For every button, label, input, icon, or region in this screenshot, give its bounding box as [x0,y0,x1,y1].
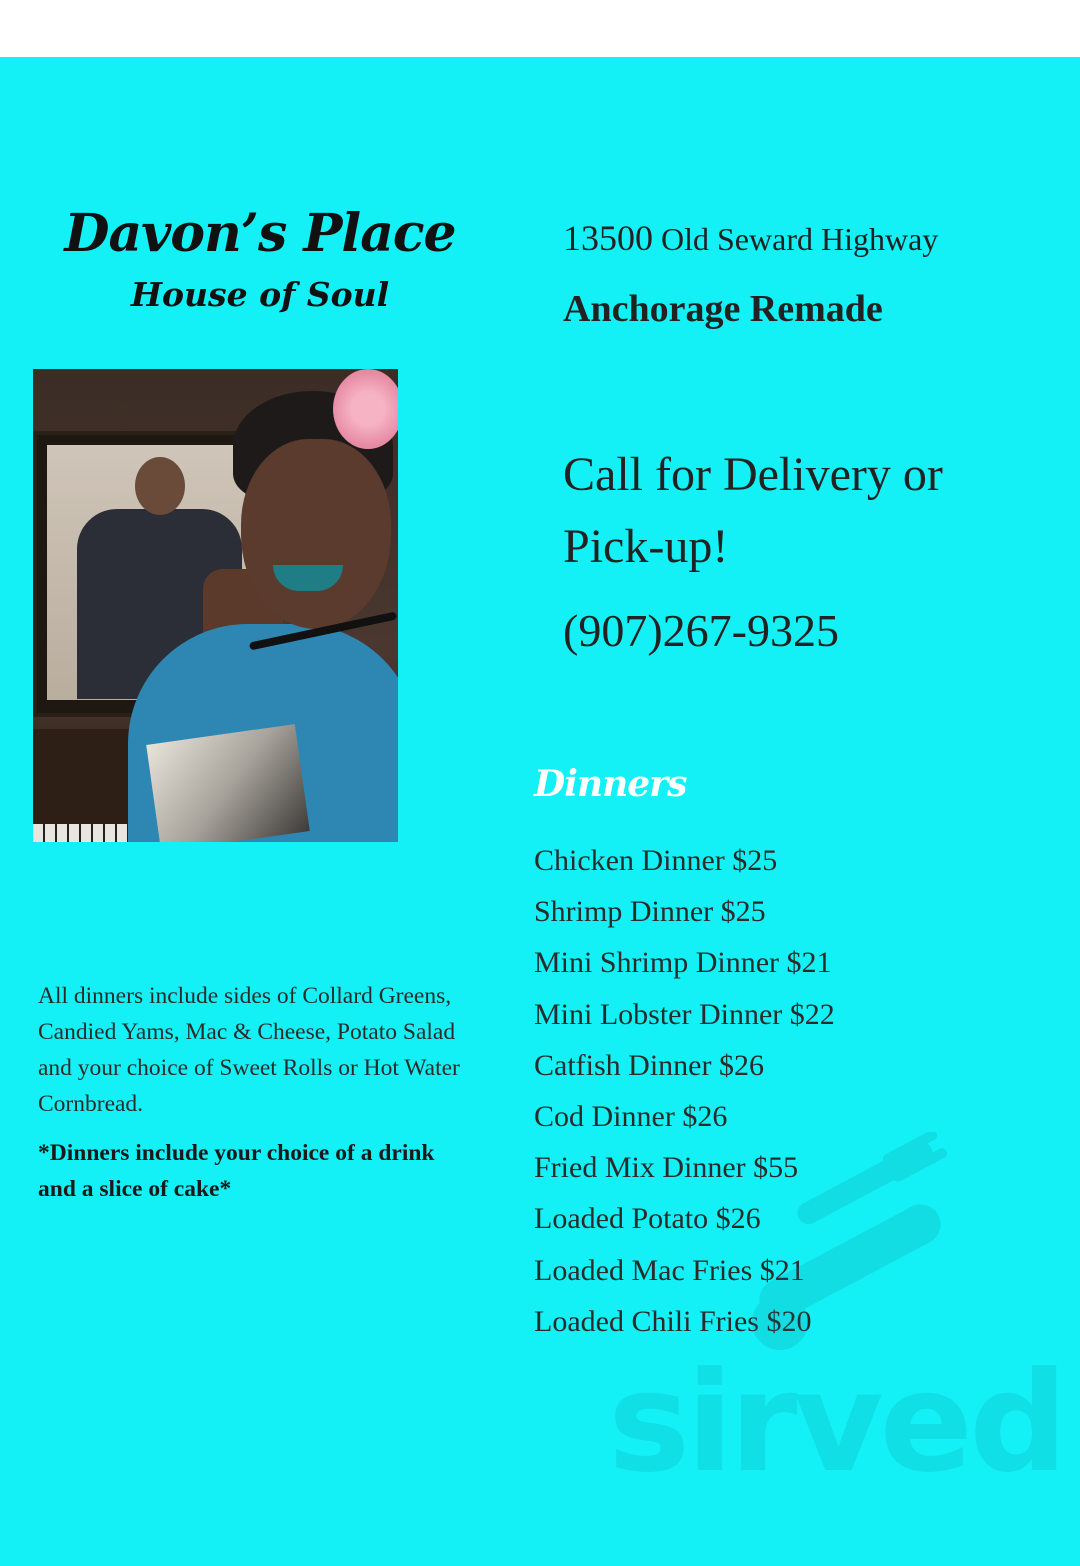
sides-description: All dinners include sides of Collard Greens, Candied Yams, Mac & Cheese, Potato Salad and your choice of Sweet Rolls or Hot Water Cornbread. [38,983,460,1117]
shirt-print [146,724,310,842]
drink-cake-note: *Dinners include your choice of a drink and a slice of cake* [38,1140,435,1202]
address-number: 13500 [563,218,653,258]
menu-item: Loaded Mac Fries $21 [534,1253,805,1287]
portrait-figure-head [135,457,185,515]
dinners-heading: Dinners [534,763,687,805]
fork-knife-icon [730,1132,970,1362]
hair-flower [333,369,398,449]
menu-item: Chicken Dinner $25 [534,844,778,877]
address-street: Old Seward Highway [661,221,939,257]
menu-item: Mini Lobster Dinner $22 [534,997,835,1031]
menu-item: Loaded Chili Fries $20 [534,1304,812,1338]
city-name: Anchorage Remade [563,288,883,330]
menu-item: Catfish Dinner $26 [534,1048,764,1082]
menu-item: Cod Dinner $26 [534,1099,728,1133]
sirved-watermark: sirved [608,1342,1064,1503]
owner-photo [33,369,398,842]
menu-item: Mini Shrimp Dinner $21 [534,946,832,980]
top-bar [0,0,1080,57]
restaurant-tagline: House of Soul [130,275,390,314]
delivery-callout: Call for Delivery or Pick-up! [563,448,943,573]
address [563,217,938,259]
menu-item: Fried Mix Dinner $55 [534,1151,799,1185]
menu-item: Shrimp Dinner $25 [534,895,766,929]
menu-flyer [0,57,1080,1566]
phone-number[interactable]: (907)267-9325 [563,605,839,656]
menu-item: Loaded Potato $26 [534,1202,761,1236]
restaurant-name: Davon’s Place [64,203,456,264]
woman-face [241,439,391,629]
